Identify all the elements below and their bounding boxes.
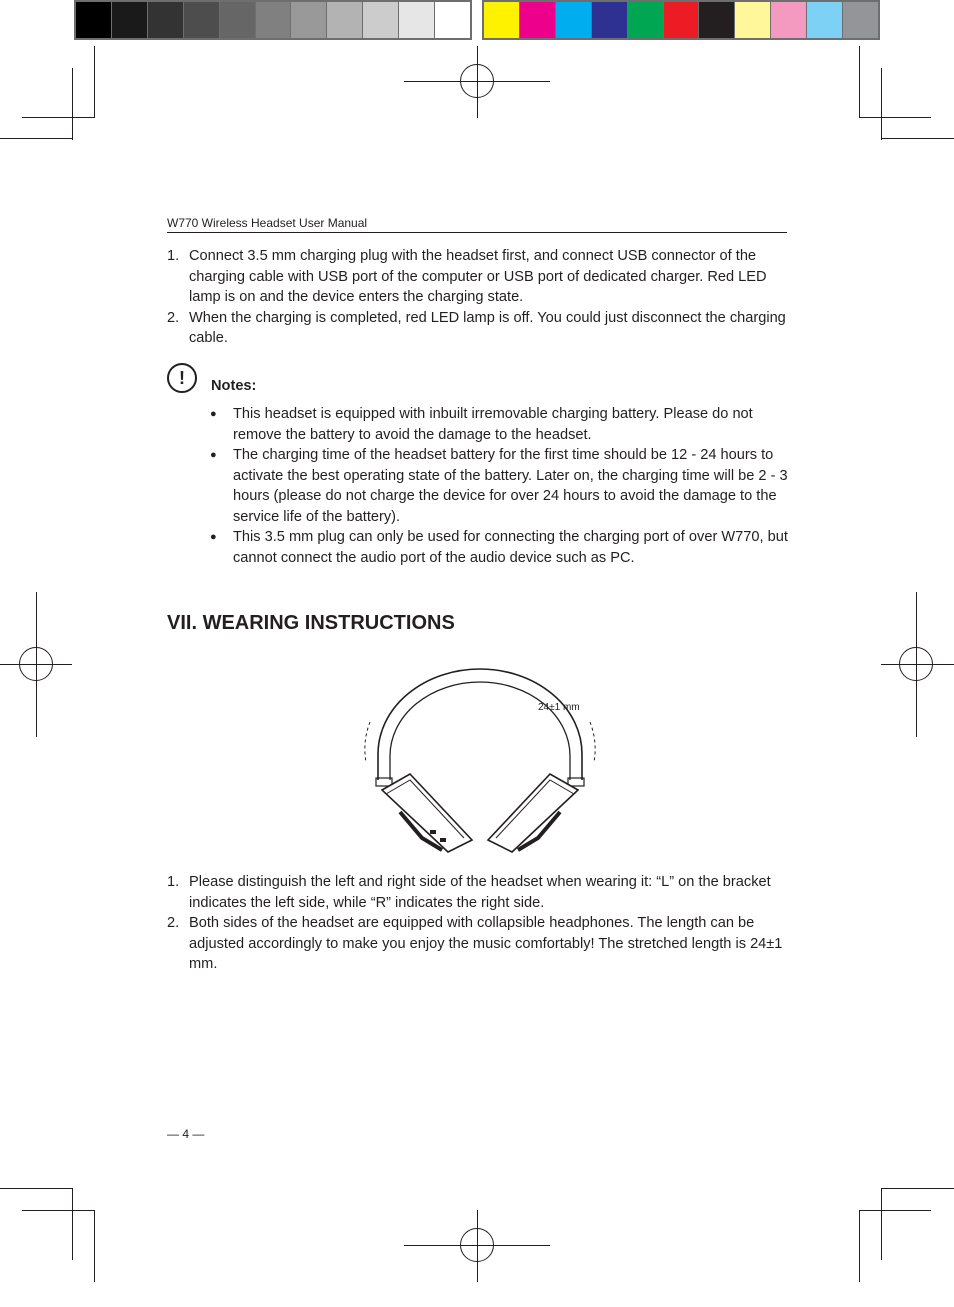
note-text: This headset is equipped with inbuilt irremovable charging battery. Please do not remove the battery to avoid the damage to the headset. (233, 406, 753, 443)
crop-mark (881, 1188, 954, 1189)
step-number: 2. (167, 309, 180, 326)
color-swatch (556, 2, 591, 38)
headset-illustration (360, 662, 600, 862)
list-item (210, 404, 790, 445)
bullet-icon: ● (210, 531, 217, 543)
gray-swatch (291, 2, 326, 38)
gray-swatch (76, 2, 111, 38)
registration-circle (899, 647, 933, 681)
notes-label: Notes: (211, 378, 257, 394)
color-swatch (520, 2, 555, 38)
registration-circle (19, 647, 53, 681)
step-text: Connect 3.5 mm charging plug with the headset first, and connect USB connector of the charging cable with USB port of the computer or USB port of dedicated charger. Red LED lamp is on and the device enters the charging state. (189, 248, 767, 305)
gray-swatch (220, 2, 255, 38)
crop-mark (94, 1210, 95, 1282)
exclamation-icon: ! (167, 363, 197, 393)
list-item (167, 246, 787, 308)
crop-mark (881, 68, 882, 140)
step-number: 2. (167, 915, 180, 931)
bullet-icon: ● (210, 449, 217, 461)
gray-color-bar (74, 0, 472, 40)
gray-swatch (435, 2, 470, 38)
color-swatch (699, 2, 734, 38)
list-item (167, 913, 787, 975)
color-swatch (735, 2, 770, 38)
crop-mark (0, 1188, 72, 1189)
crop-mark (22, 1210, 94, 1211)
process-color-bar (482, 0, 880, 40)
crop-mark (72, 1188, 73, 1260)
color-swatch (628, 2, 663, 38)
headset-icon (360, 662, 600, 862)
step-text: Both sides of the headset are equipped with collapsible headphones. The length can be adjusted accordingly to make you enjoy the music comfortably! The stretched length is 24±1 mm. (189, 915, 783, 972)
color-swatch (664, 2, 699, 38)
color-swatch (592, 2, 627, 38)
color-swatch (807, 2, 842, 38)
note-text: This 3.5 mm plug can only be used for connecting the charging port of over W770, but cannot connect the audio port of the audio device such as PC. (233, 529, 788, 566)
gray-swatch (148, 2, 183, 38)
list-item (210, 527, 790, 568)
crop-mark (859, 117, 931, 118)
list-item (167, 308, 787, 349)
crop-mark (859, 1210, 931, 1211)
running-header: W770 Wireless Headset User Manual (167, 216, 787, 233)
note-text: The charging time of the headset battery for the first time should be 12 - 24 hours to activate the best operating state of the battery. Later on, the charging time will be 2 - 3 hours (please do not charge the device for over 24 hours to avoid the damage to the service life of the battery). (233, 447, 788, 525)
gray-swatch (112, 2, 147, 38)
crop-mark (22, 117, 94, 118)
step-number: 1. (167, 248, 180, 264)
crop-mark (859, 1210, 860, 1282)
charging-steps (167, 246, 787, 349)
notes-list (210, 404, 790, 568)
step-text: Please distinguish the left and right side of the headset when wearing it: “L” on the bracket indicates the left side, while “R” indicates the right side. (189, 874, 771, 911)
crop-mark (859, 46, 860, 118)
gray-swatch (184, 2, 219, 38)
wearing-steps (167, 872, 787, 975)
notes-heading (167, 362, 256, 394)
gray-swatch (256, 2, 291, 38)
gray-swatch (363, 2, 398, 38)
section-title: VII. WEARING INSTRUCTIONS (167, 612, 455, 634)
crop-mark (881, 1188, 882, 1260)
registration-circle (460, 1228, 494, 1262)
color-swatch (484, 2, 519, 38)
step-text: When the charging is completed, red LED lamp is off. You could just disconnect the charging cable. (189, 309, 786, 346)
list-item (210, 445, 790, 527)
color-swatch (771, 2, 806, 38)
list-item (167, 872, 787, 913)
page-number: — 4 — (167, 1127, 205, 1141)
bullet-icon: ● (210, 408, 217, 420)
crop-mark (881, 138, 954, 139)
color-swatch (843, 2, 878, 38)
gray-swatch (399, 2, 434, 38)
registration-circle (460, 64, 494, 98)
crop-mark (0, 138, 72, 139)
dimension-label: 24±1 mm (538, 702, 580, 713)
gray-swatch (327, 2, 362, 38)
crop-mark (72, 68, 73, 140)
step-number: 1. (167, 874, 180, 890)
crop-mark (94, 46, 95, 118)
